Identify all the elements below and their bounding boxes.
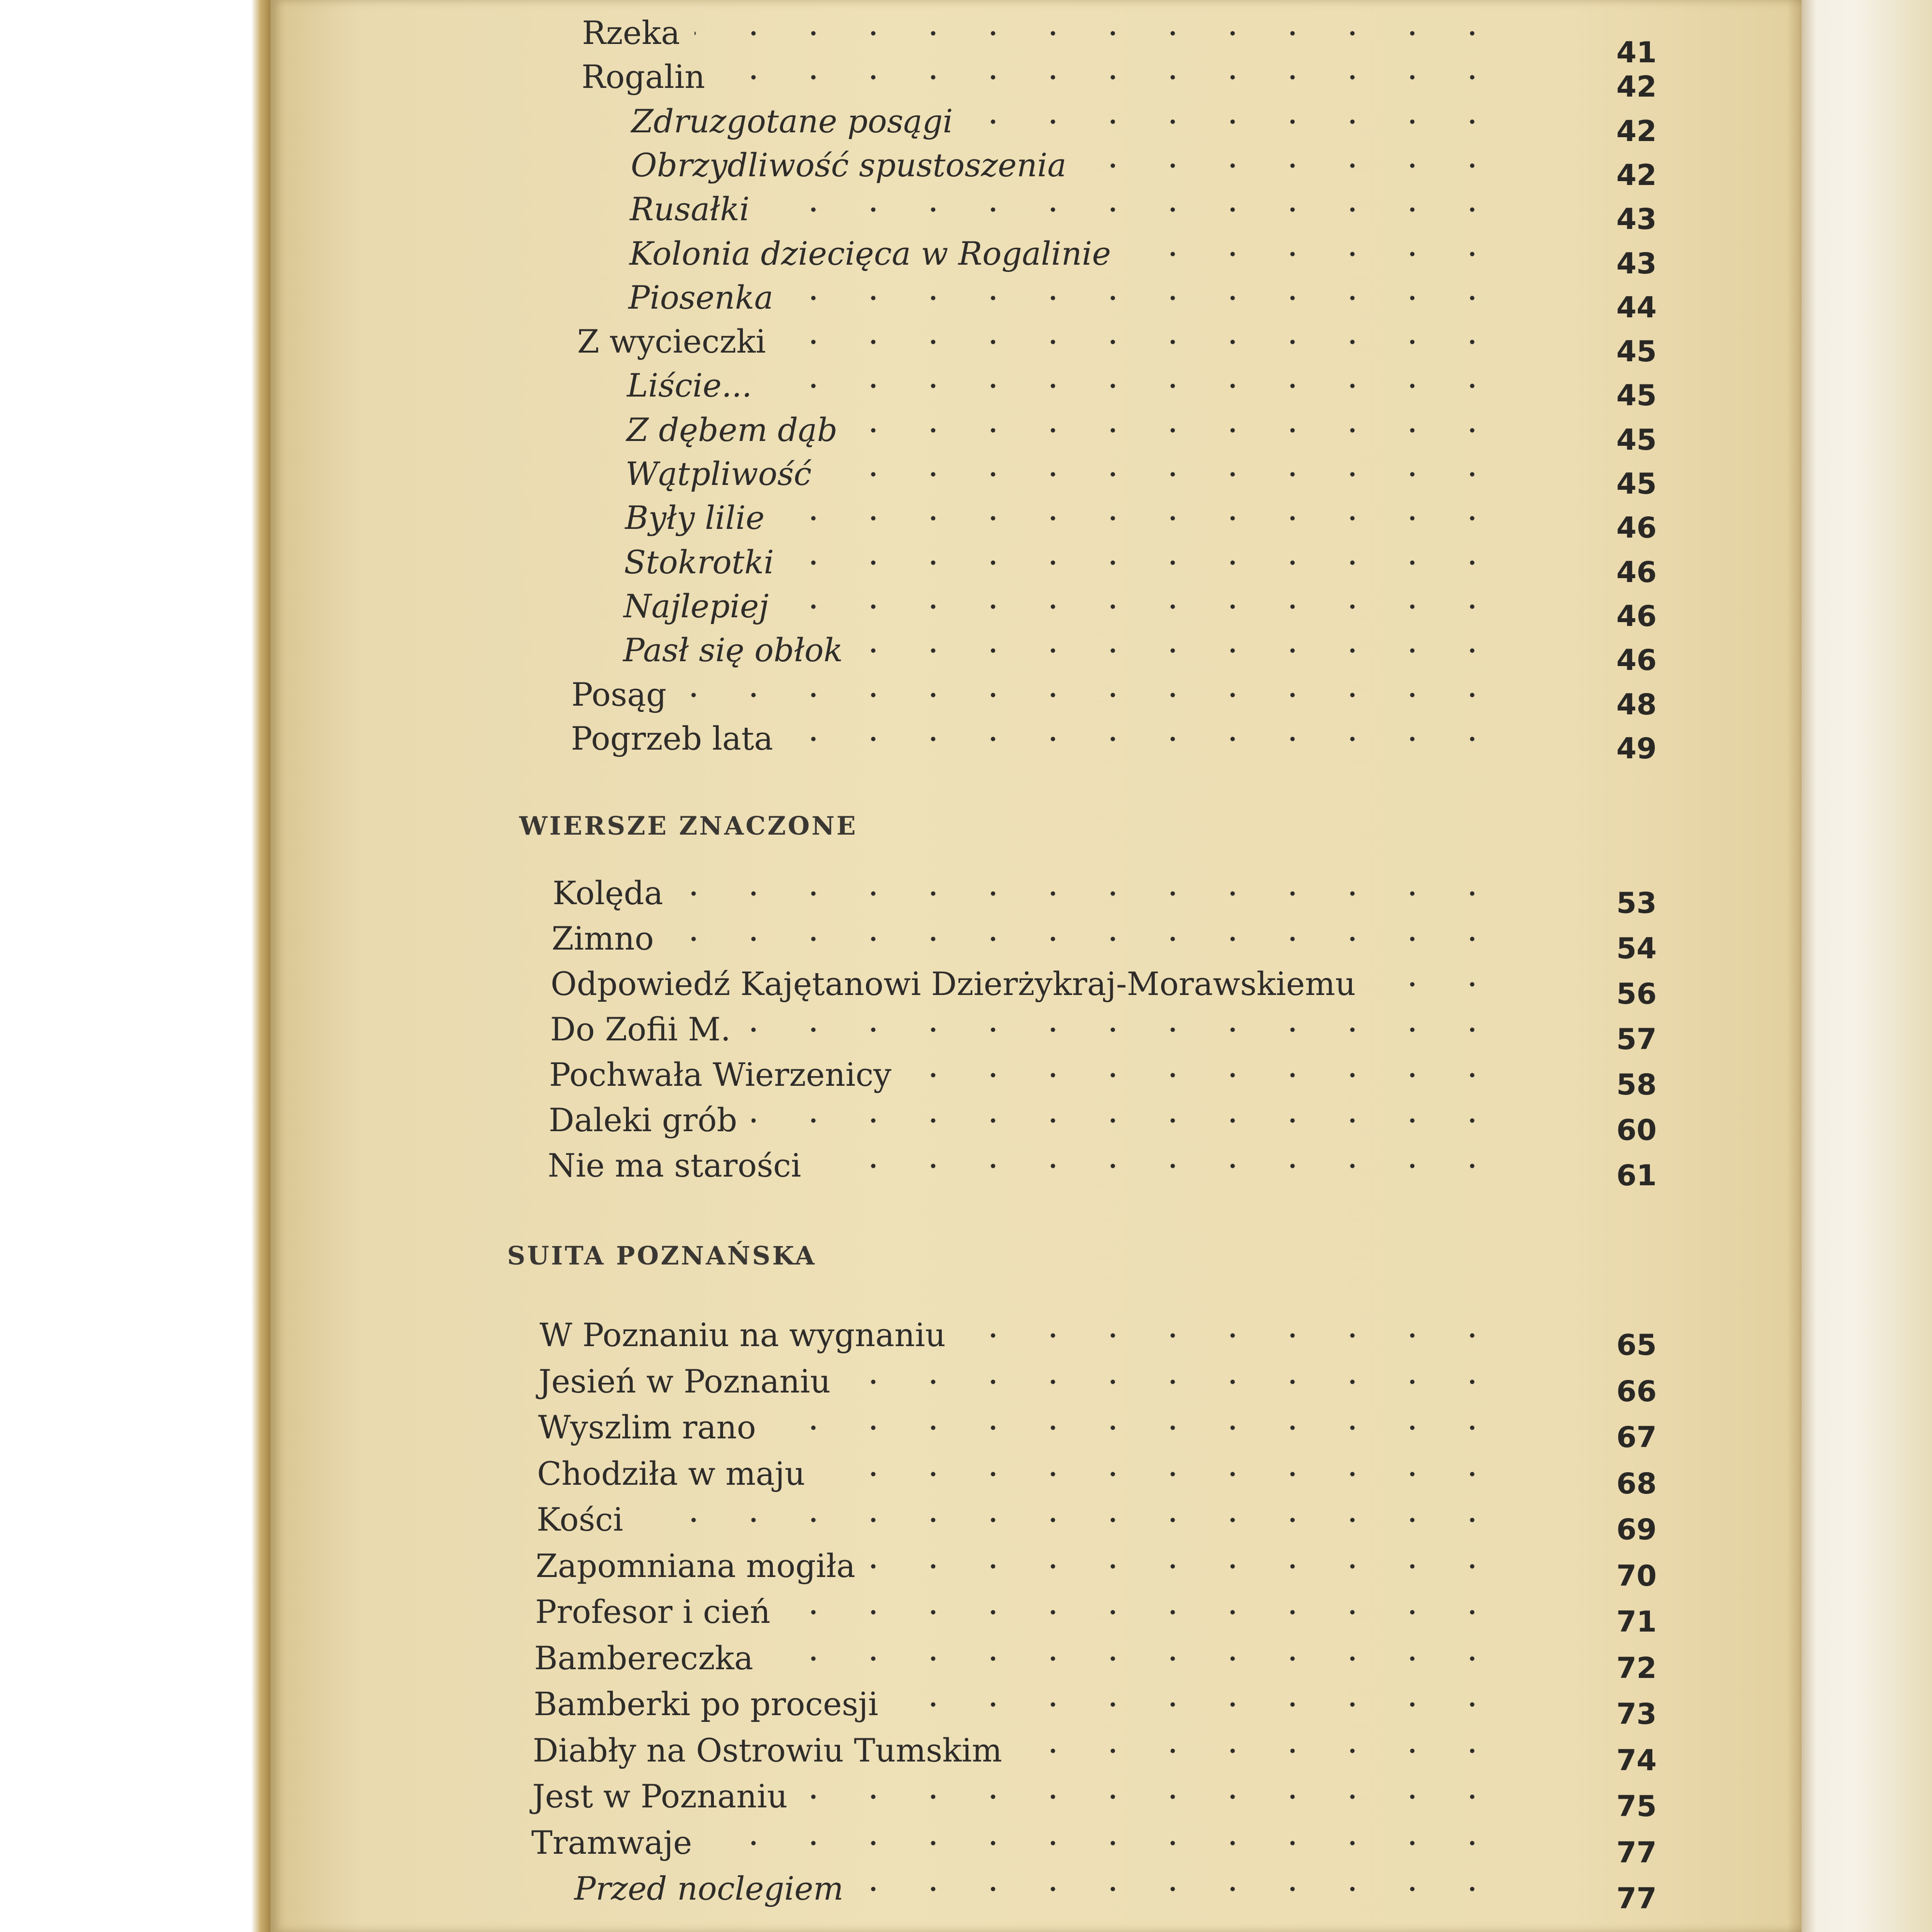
toc-entry <box>0 629 1932 678</box>
toc-entry-page-number: 68 <box>1616 1466 1657 1501</box>
toc-entry-title: Z dębem dąb <box>626 411 838 449</box>
toc-entry-page-number: 72 <box>1616 1651 1657 1685</box>
dot-leader <box>1017 1747 1502 1754</box>
toc-entry-title: Jesień w Poznaniu <box>539 1363 831 1400</box>
toc-entry <box>0 917 1932 966</box>
toc-entry-page-number: 74 <box>1616 1743 1657 1777</box>
dot-leader <box>638 1517 1502 1523</box>
toc-entry <box>0 56 1932 104</box>
dot-leader <box>720 74 1502 81</box>
dot-leader <box>788 559 1502 566</box>
dot-leader <box>788 736 1502 742</box>
toc-entry <box>0 673 1932 722</box>
toc-entry <box>0 276 1932 325</box>
toc-entry-title: Rzeka <box>582 14 680 52</box>
toc-entry-page-number: 60 <box>1616 1113 1657 1147</box>
toc-entry <box>0 872 1932 920</box>
toc-entry <box>0 1452 1932 1501</box>
toc-entry-title: Pochwała Wierzenicy <box>549 1056 892 1094</box>
toc-entry-title: Z wycieczki <box>577 323 766 361</box>
section-heading: WIERSZE ZNACZONE <box>519 811 858 841</box>
toc-entry-page-number: 75 <box>1616 1790 1657 1823</box>
section-heading: SUITA POZNAŃSKA <box>507 1241 817 1271</box>
toc-entry <box>0 12 1932 70</box>
toc-entry-title: Wyszlim rano <box>538 1409 756 1446</box>
toc-entry <box>0 1867 1932 1916</box>
dot-leader <box>788 295 1502 301</box>
toc-entry-title: Zdruzgotane posągi <box>631 102 953 140</box>
toc-entry-title: Profesor i cień <box>535 1593 771 1631</box>
toc-entry-title: Bambereczka <box>534 1639 753 1677</box>
toc-entry-page-number: 56 <box>1616 977 1657 1011</box>
toc-entry-title: Chodziła w maju <box>537 1455 805 1492</box>
toc-entry <box>0 1775 1932 1823</box>
toc-entry-page-number: 77 <box>1616 1835 1657 1870</box>
toc-entry <box>0 541 1932 589</box>
toc-entry-title: Były lilie <box>625 499 765 537</box>
toc-entry <box>0 1729 1932 1777</box>
toc-entry-page-number: 43 <box>1616 246 1657 281</box>
toc-entry-title: Kolonia dziecięca w Rogalinie <box>629 235 1111 272</box>
dot-leader <box>707 1840 1502 1847</box>
toc-entry-title: Liście... <box>627 367 752 405</box>
toc-entry-title: Daleki grób <box>549 1102 738 1139</box>
dot-leader <box>960 1332 1502 1339</box>
toc-entry-page-number: 45 <box>1616 467 1657 501</box>
dot-leader <box>870 1563 1502 1570</box>
dot-leader <box>845 1378 1502 1385</box>
toc-entry-page-number: 61 <box>1616 1159 1657 1193</box>
toc-entry-page-number: 46 <box>1616 511 1657 545</box>
toc-entry-title: Diabły na Ostrowiu Tumskim <box>533 1732 1002 1769</box>
toc-entry-page-number: 42 <box>1616 70 1657 104</box>
dot-leader <box>1125 251 1502 257</box>
toc-entry-page-number: 43 <box>1616 202 1657 237</box>
dot-leader <box>752 1117 1502 1124</box>
toc-entry-page-number: 46 <box>1616 643 1657 678</box>
toc-entry <box>0 1008 1932 1056</box>
toc-entry <box>0 1498 1932 1547</box>
toc-entry-page-number: 54 <box>1616 932 1657 966</box>
toc-entry-title: Posąg <box>571 676 667 713</box>
toc-entry <box>0 1637 1932 1685</box>
toc-entry <box>0 1099 1932 1147</box>
toc-entry <box>0 1053 1932 1102</box>
toc-entry <box>0 963 1932 1011</box>
toc-entry <box>0 188 1932 237</box>
dot-leader <box>785 1609 1502 1616</box>
toc-entry-title: Najlepiej <box>624 587 769 625</box>
toc-entry-title: Jest w Poznaniu <box>532 1778 788 1815</box>
dot-leader <box>681 692 1502 698</box>
dot-leader <box>893 1701 1502 1708</box>
toc-entry-page-number: 58 <box>1616 1068 1657 1102</box>
toc-entry-title: Przed noclegiem <box>574 1870 844 1907</box>
toc-entry-page-number: 48 <box>1616 687 1657 722</box>
toc-entry-title: Odpowiedź Kajętanowi Dzierżykraj-Morawskiemu <box>551 966 1356 1003</box>
toc-entry <box>0 1683 1932 1731</box>
toc-entry-title: Wątpliwość <box>625 455 812 493</box>
toc-entry-page-number: 66 <box>1616 1374 1657 1408</box>
toc-entry <box>0 1144 1932 1193</box>
dot-leader <box>820 1471 1502 1477</box>
toc-entry <box>0 453 1932 501</box>
dot-leader <box>857 647 1502 654</box>
dot-leader <box>695 30 1502 37</box>
toc-entry-page-number: 45 <box>1616 423 1657 457</box>
toc-entry <box>0 717 1932 766</box>
toc-entry <box>0 1406 1932 1454</box>
dot-leader <box>779 515 1502 522</box>
toc-entry-page-number: 73 <box>1616 1697 1657 1731</box>
toc-entry-page-number: 53 <box>1616 886 1657 920</box>
dot-leader <box>767 383 1502 389</box>
toc-entry <box>0 409 1932 457</box>
toc-entry-page-number: 41 <box>1616 36 1657 70</box>
toc-entry-title: Rogalin <box>582 58 705 96</box>
dot-leader <box>764 206 1502 213</box>
toc-entry-page-number: 44 <box>1616 290 1657 325</box>
toc-entry-page-number: 49 <box>1616 731 1657 766</box>
toc-entry-page-number: 57 <box>1616 1023 1657 1056</box>
toc-entry-title: Kolęda <box>553 875 664 912</box>
dot-leader <box>906 1072 1502 1079</box>
toc-entry-page-number: 77 <box>1616 1882 1657 1916</box>
dot-leader <box>770 1424 1502 1431</box>
dot-leader <box>1081 162 1502 169</box>
dot-leader <box>816 1163 1502 1169</box>
dot-leader <box>852 427 1502 434</box>
toc-entry <box>0 1314 1932 1362</box>
dot-leader <box>745 1026 1502 1033</box>
dot-leader <box>802 1793 1502 1800</box>
dot-leader <box>668 936 1502 942</box>
toc-entry-page-number: 45 <box>1616 335 1657 369</box>
toc-entry-page-number: 42 <box>1616 158 1657 192</box>
toc-entry-title: Stokrotki <box>624 543 774 581</box>
toc-entry-page-number: 67 <box>1616 1421 1657 1454</box>
dot-leader <box>678 890 1502 897</box>
toc-entry-page-number: 71 <box>1616 1605 1657 1639</box>
toc-entry-title: Do Zofii M. <box>550 1011 731 1048</box>
dot-leader <box>826 471 1502 478</box>
toc-entry <box>0 1360 1932 1408</box>
toc-entry <box>0 1545 1932 1593</box>
toc-entry-title: Bamberki po procesji <box>534 1686 879 1723</box>
toc-entry-page-number: 46 <box>1616 555 1657 589</box>
toc-entry-title: Nie ma starości <box>548 1147 801 1184</box>
toc-entry <box>0 232 1932 281</box>
toc-entry-title: Pasł się obłok <box>623 632 843 669</box>
toc-entry-page-number: 42 <box>1616 114 1657 148</box>
dot-leader <box>967 118 1502 125</box>
toc-entry-title: Obrzydliwość spustoszenia <box>631 146 1066 184</box>
toc-entry-title: Tramwaje <box>531 1824 692 1861</box>
toc-entry <box>0 320 1932 369</box>
toc-entry-title: Zimno <box>552 920 654 957</box>
dot-leader <box>1370 981 1502 988</box>
dot-leader <box>767 1655 1502 1662</box>
toc-entry-title: Zapomniana mogiła <box>536 1547 855 1585</box>
dot-leader <box>858 1886 1502 1892</box>
dot-leader <box>783 603 1502 610</box>
toc-entry-title: W Poznaniu na wygnaniu <box>540 1317 946 1354</box>
dot-leader <box>781 339 1502 345</box>
toc-entry-title: Rusałki <box>630 191 750 228</box>
toc-entry <box>0 585 1932 633</box>
toc-entry <box>0 497 1932 545</box>
toc-entry-page-number: 70 <box>1616 1559 1657 1593</box>
toc-entry-title: Piosenka <box>628 279 774 316</box>
toc-entry <box>0 1591 1932 1639</box>
toc-entry <box>0 144 1932 192</box>
toc-entry-page-number: 65 <box>1616 1328 1657 1362</box>
toc-entry <box>0 1821 1932 1870</box>
toc-entry-page-number: 46 <box>1616 599 1657 633</box>
toc-entry-title: Pogrzeb lata <box>571 720 773 757</box>
toc-entry <box>0 364 1932 413</box>
toc-entry-page-number: 69 <box>1616 1513 1657 1547</box>
toc-entry <box>0 100 1932 148</box>
toc-entry-title: Kości <box>537 1501 624 1538</box>
toc-entry-page-number: 45 <box>1616 379 1657 413</box>
